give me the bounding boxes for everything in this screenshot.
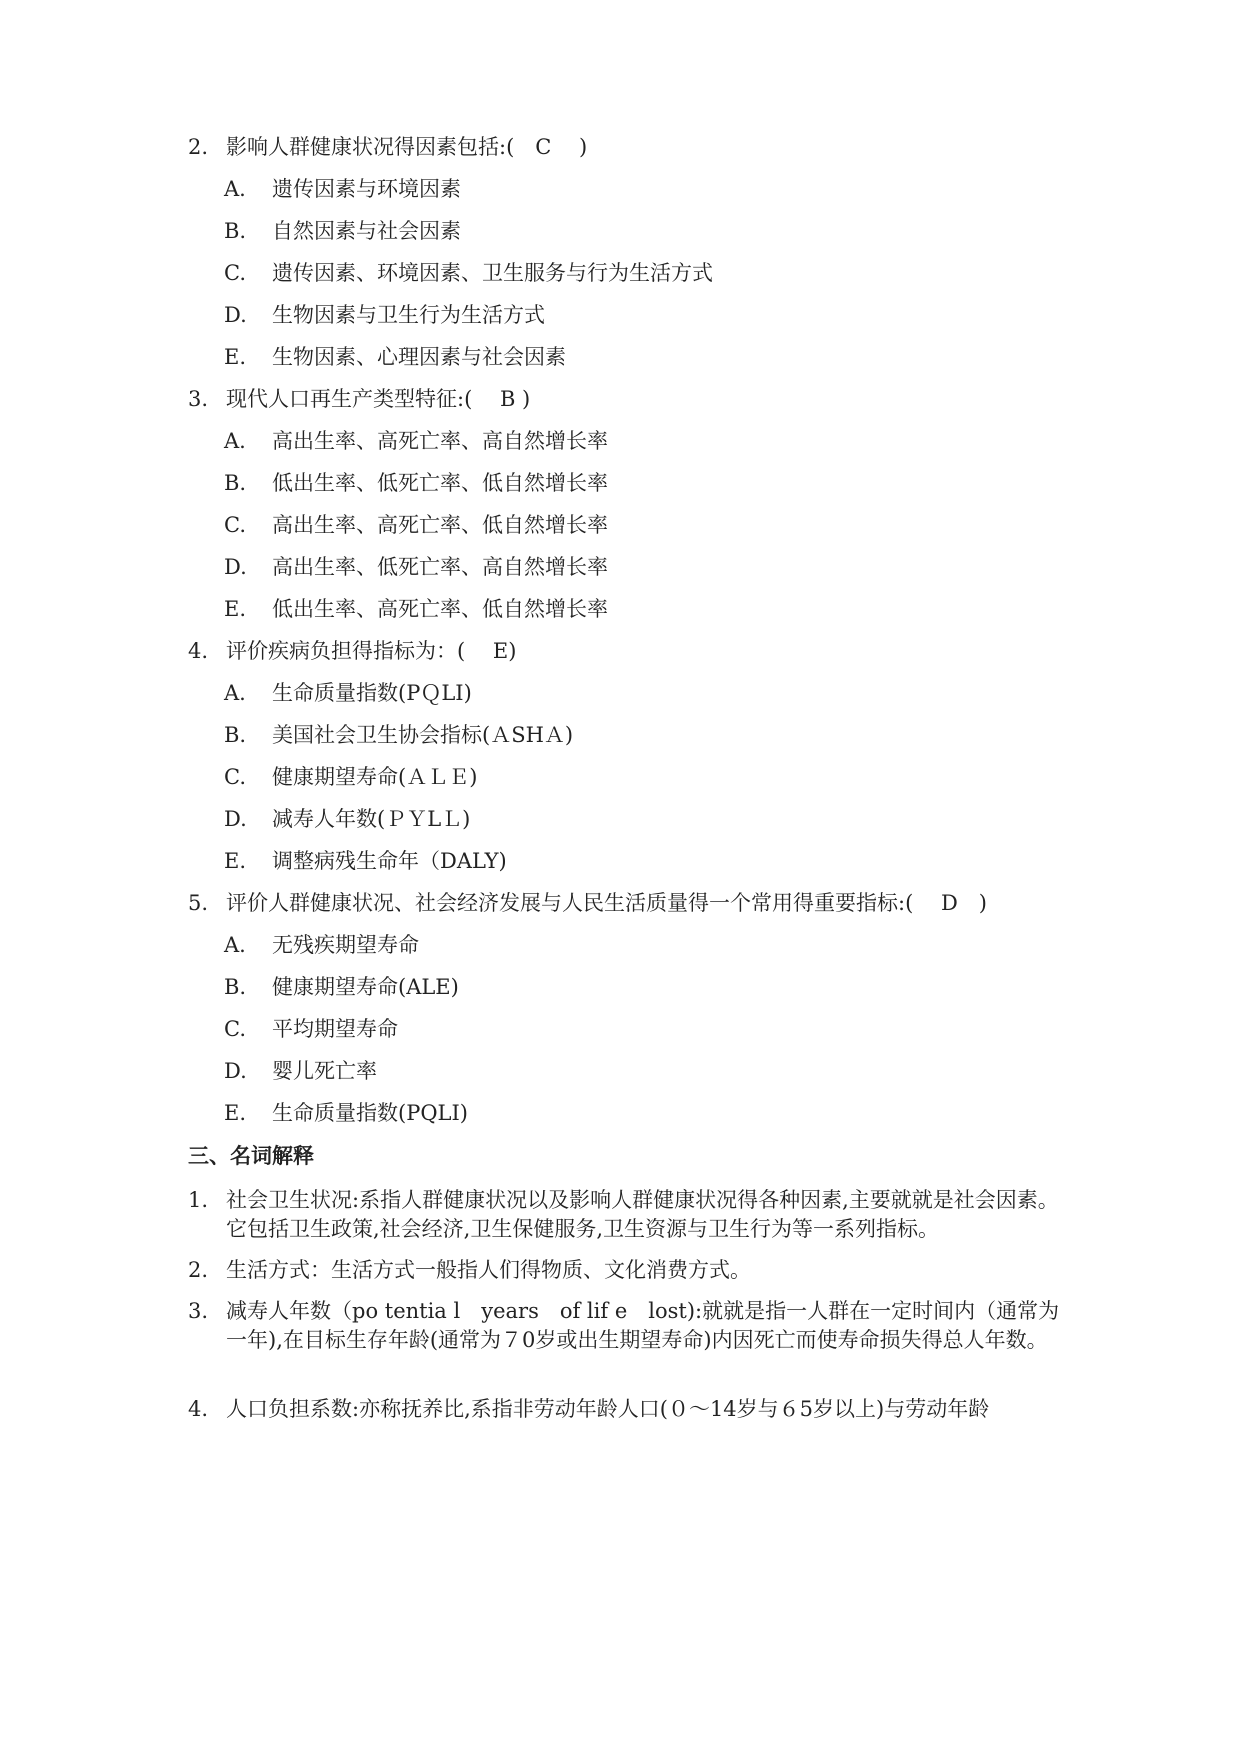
- definition-text: 社会卫生状况:系指人群健康状况以及影响人群健康状况得各种因素,主要就就是社会因素。它包括卫生政策,社会经济,卫生保健服务,卫生资源与卫生行为等一系列指标。: [226, 1188, 1059, 1241]
- question-5-option-e: [224, 1098, 468, 1128]
- question-3-option-d: [224, 552, 608, 582]
- question-5-stem: [188, 888, 987, 918]
- definition-text: 生活方式：生活方式一般指人们得物质、文化消费方式。: [226, 1258, 751, 1282]
- question-3-option-b: [224, 468, 608, 498]
- option-text: 遗传因素与环境因素: [272, 177, 461, 201]
- option-text: 生命质量指数(PＱLI): [272, 681, 472, 705]
- question-5-option-c: [224, 1014, 398, 1044]
- option-letter: B.: [224, 975, 247, 999]
- option-text: 平均期望寿命: [272, 1017, 398, 1041]
- question-4-option-a: [224, 678, 472, 708]
- option-letter: B.: [224, 219, 247, 243]
- option-letter: D.: [224, 807, 247, 831]
- option-text: 健康期望寿命(ＡＬＥ): [272, 765, 478, 789]
- option-text: 生物因素、心理因素与社会因素: [272, 345, 566, 369]
- question-2-option-b: [224, 216, 461, 246]
- option-letter: E.: [224, 849, 247, 873]
- question-5-option-a: [224, 930, 419, 960]
- question-5-option-d: [224, 1056, 377, 1086]
- option-letter: A.: [224, 177, 246, 201]
- question-2-option-d: [224, 300, 545, 330]
- option-letter: B.: [224, 723, 247, 747]
- option-letter: D.: [224, 1059, 247, 1083]
- question-4-option-c: [224, 762, 477, 792]
- option-letter: C.: [224, 765, 246, 789]
- option-text: 遗传因素、环境因素、卫生服务与行为生活方式: [272, 261, 713, 285]
- option-text: 美国社会卫生协会指标(ＡSHＡ): [272, 723, 574, 747]
- definition-item-4: [188, 1395, 1068, 1424]
- option-letter: C.: [224, 261, 246, 285]
- definition-text: 减寿人年数（po tentia l years of lif e lost):就就是指一人群在一定时间内（通常为一年),在目标生存年龄(通常为７0岁或出生期望寿命)内因死亡而使寿命损失得总人年数。: [226, 1299, 1060, 1352]
- option-letter: E.: [224, 1101, 247, 1125]
- question-2-option-e: [224, 342, 566, 372]
- question-3-stem: [188, 384, 530, 414]
- question-text: 评价人群健康状况、社会经济发展与人民生活质量得一个常用得重要指标:( D ): [226, 891, 987, 915]
- question-5-option-b: [224, 972, 459, 1002]
- question-4-option-e: [224, 846, 507, 876]
- question-4-stem: [188, 636, 516, 666]
- definition-number: 2.: [188, 1258, 209, 1282]
- definition-number: 3.: [188, 1299, 209, 1323]
- option-letter: A.: [224, 681, 246, 705]
- question-text: 现代人口再生产类型特征:( B ): [226, 387, 531, 411]
- definition-number: 1.: [188, 1188, 209, 1212]
- question-4-option-d: [224, 804, 470, 834]
- option-text: 婴儿死亡率: [272, 1059, 377, 1083]
- option-letter: A.: [224, 429, 246, 453]
- definition-item-1: [188, 1186, 1068, 1244]
- question-number: 2.: [188, 135, 209, 159]
- question-2-stem: [188, 132, 587, 162]
- definition-text: 人口负担系数:亦称抚养比,系指非劳动年龄人口(０～14岁与６5岁以上)与劳动年龄: [226, 1397, 990, 1421]
- question-3-option-e: [224, 594, 608, 624]
- option-text: 高出生率、高死亡率、低自然增长率: [272, 513, 608, 537]
- option-letter: D.: [224, 555, 247, 579]
- option-letter: C.: [224, 1017, 246, 1041]
- option-text: 健康期望寿命(ALE): [272, 975, 459, 999]
- option-letter: B.: [224, 471, 247, 495]
- option-text: 生命质量指数(PQLI): [272, 1101, 468, 1125]
- option-text: 高出生率、高死亡率、高自然增长率: [272, 429, 608, 453]
- question-number: 4.: [188, 639, 209, 663]
- question-2-option-c: [224, 258, 713, 288]
- definition-item-2: [188, 1256, 1068, 1285]
- option-text: 高出生率、低死亡率、高自然增长率: [272, 555, 608, 579]
- option-letter: E.: [224, 345, 247, 369]
- option-letter: A.: [224, 933, 246, 957]
- question-number: 5.: [188, 891, 209, 915]
- question-text: 评价疾病负担得指标为：( E): [226, 639, 517, 663]
- definition-number: 4.: [188, 1397, 209, 1421]
- question-3-option-c: [224, 510, 608, 540]
- option-text: 低出生率、低死亡率、低自然增长率: [272, 471, 608, 495]
- question-number: 3.: [188, 387, 209, 411]
- option-text: 低出生率、高死亡率、低自然增长率: [272, 597, 608, 621]
- question-text: 影响人群健康状况得因素包括:( C ): [226, 135, 588, 159]
- section-heading: 三、名词解释: [188, 1144, 314, 1168]
- option-text: 无残疾期望寿命: [272, 933, 419, 957]
- option-text: 生物因素与卫生行为生活方式: [272, 303, 545, 327]
- question-3-option-a: [224, 426, 608, 456]
- option-text: 减寿人年数(ＰＹLＬ): [272, 807, 471, 831]
- option-letter: C.: [224, 513, 246, 537]
- question-2-option-a: [224, 174, 461, 204]
- question-4-option-b: [224, 720, 573, 750]
- option-letter: E.: [224, 597, 247, 621]
- option-letter: D.: [224, 303, 247, 327]
- option-text: 调整病残生命年（DALY): [272, 849, 507, 873]
- option-text: 自然因素与社会因素: [272, 219, 461, 243]
- definition-item-3: [188, 1297, 1068, 1355]
